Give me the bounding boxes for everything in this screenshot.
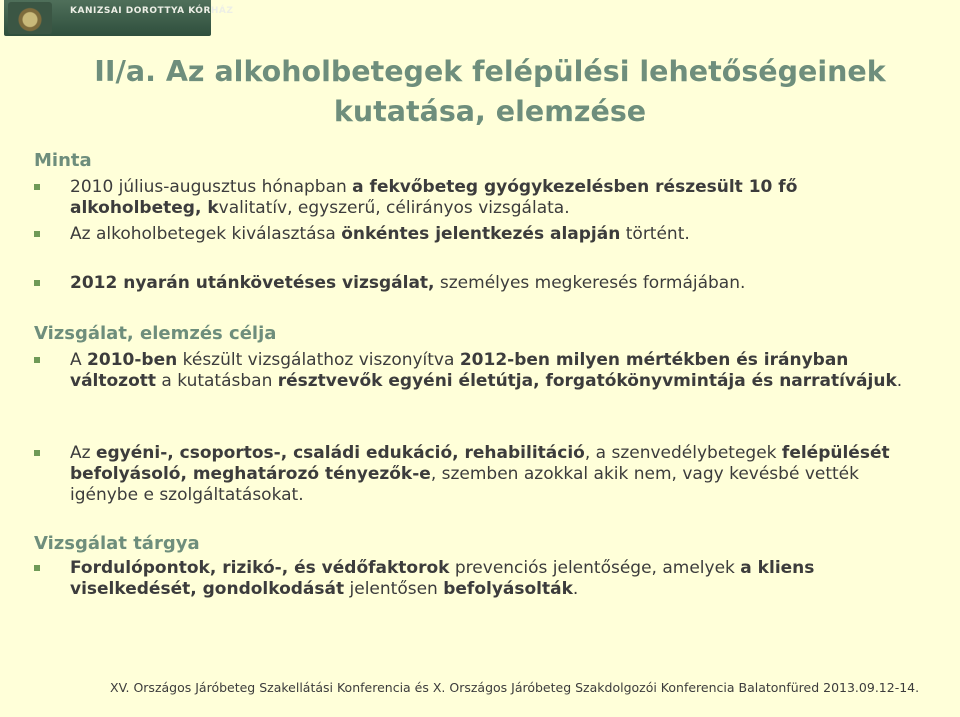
title-line-2: kutatása, elemzése xyxy=(333,95,647,128)
title-line-1: II/a. Az alkoholbetegek felépülési lehetőségeinek xyxy=(94,55,886,88)
slide-title xyxy=(60,52,920,132)
section-heading-minta: Minta xyxy=(34,150,92,171)
hospital-logo xyxy=(4,0,234,36)
bullet-square-icon xyxy=(34,184,40,190)
bullet-square-icon xyxy=(34,231,40,237)
bullet-square-icon xyxy=(34,450,40,456)
logo-text: KANIZSAI DOROTTYA KÓRHÁZ xyxy=(70,6,234,16)
footer-text: XV. Országos Járóbeteg Szakellátási Konferencia és X. Országos Járóbeteg Szakdolgozói Konferencia Balatonfüred 2013.09.12-14. xyxy=(110,680,920,695)
bullet-square-icon xyxy=(34,280,40,286)
bullet-square-icon xyxy=(34,357,40,363)
section-heading-cel: Vizsgálat, elemzés célja xyxy=(34,323,277,344)
bullet-square-icon xyxy=(34,565,40,571)
hospital-emblem-icon xyxy=(8,2,52,34)
section-heading-targy: Vizsgálat tárgya xyxy=(34,533,200,554)
